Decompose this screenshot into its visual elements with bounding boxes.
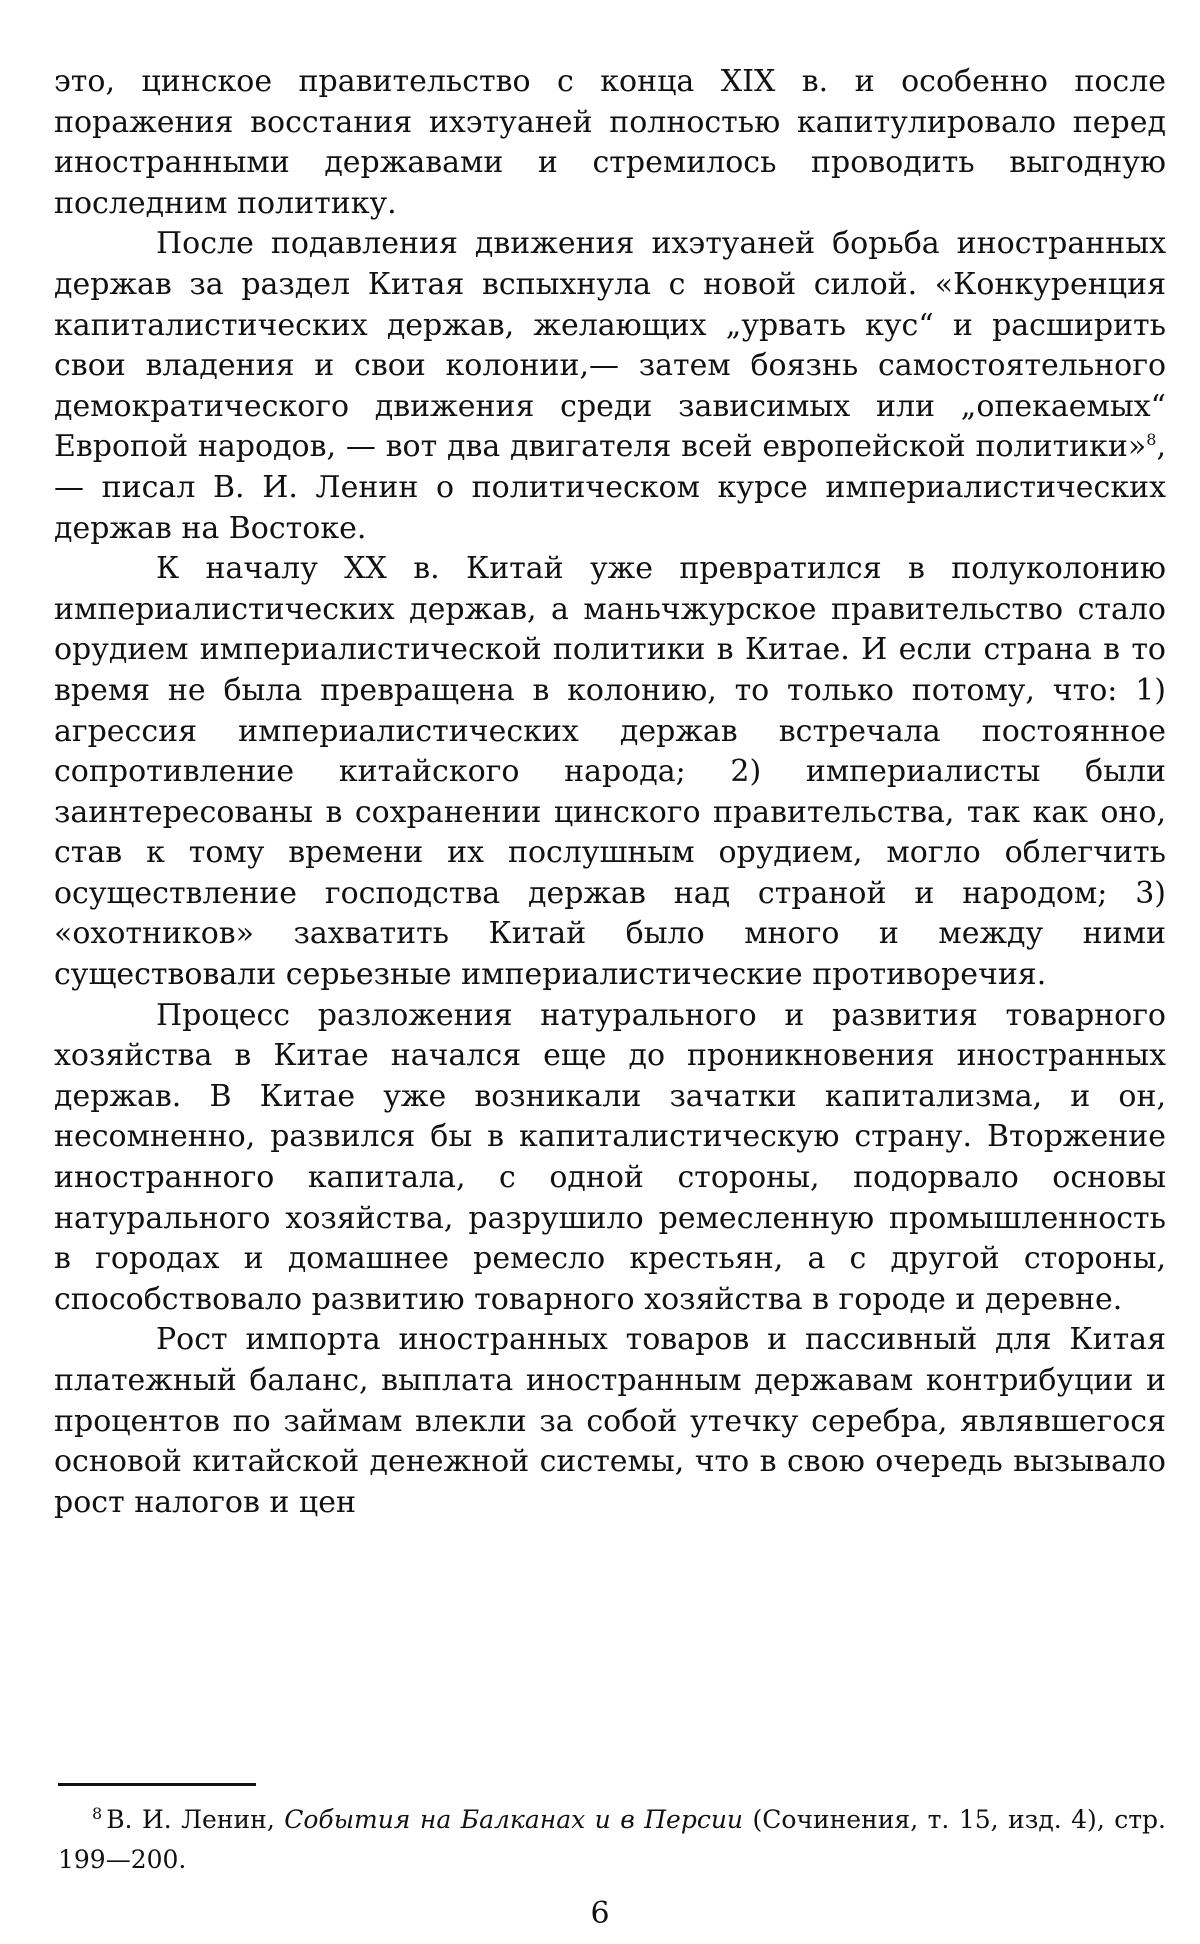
paragraph-2-text-before: После подавления движения ихэтуаней борьба иностранных держав за раздел Китая вспыхнула с новой силой. «Конкуренция капиталистических держав, желающих „урвать кус“ и расширить свои владения и свои колонии,— затем боязнь самостоятельного демократического движения среди зависимых или „опекаемых“ Европой народов, — вот два двигателя всей европейской политики» <box>54 226 1166 465</box>
footnote-author: В. И. Ленин, <box>106 1805 275 1834</box>
paragraph-1-text: это, цинское правительство с конца XIX в. и особенно после поражения восстания ихэтуаней полностью капитулировало перед иностранными державами и стремилось проводить выгодную последним политику. <box>54 64 1166 221</box>
paragraph-4-text: Процесс разложения натурального и развития товарного хозяйства в Китае начался еще до проникновения иностранных держав. В Китае уже возникали зачатки капитализма, и он, несомненно, развился бы в капиталистическую страну. Вторжение иностранного капитала, с одной стороны, подорвало основы натурального хозяйства, разрушило ремесленную промышленность в городах и домашнее ремесло крестьян, а с другой стороны, способствовало развитию товарного хозяйства в городе и деревне. <box>54 997 1166 1317</box>
paragraph-3-text: К началу XX в. Китай уже превратился в полуколонию империалистических держав, а маньчжурское правительство стало орудием империалистической политики в Китае. И если страна в то время не была превращена в колонию, то только потому, что: 1) агрессия империалистических держав встречала постоянное сопротивление китайского народа; 2) империалисты были заинтересованы в сохранении цинского правительства, так как оно, став к тому времени их послушным орудием, могло облегчить осуществление господства держав над страной и народом; 3) «охотников» захватить Китай было много и между ними существовали серьезные империалистические противоречия. <box>54 551 1166 993</box>
footnote-source: (Сочинения, т. 15, изд. 4), стр. 199—200. <box>58 1805 1167 1874</box>
main-text <box>54 62 1166 1523</box>
paragraph-2 <box>54 224 1166 549</box>
page-number: 6 <box>590 1896 610 1931</box>
paragraph-5-text: Рост импорта иностранных товаров и пассивный для Китая платежный баланс, выплата иностранным державам контрибуции и процентов по займам влекли за собой утечку серебра, являвшегося основой китайской денежной системы, что в свою очередь вызывало рост налогов и цен <box>54 1322 1166 1520</box>
footnote-reference: 8 <box>1146 430 1157 450</box>
footnote-mark: 8 <box>92 1803 103 1823</box>
paragraph-3 <box>54 549 1166 996</box>
footnote-divider <box>58 1783 256 1786</box>
footnote-title: События на Балканах и в Персии <box>284 1805 744 1834</box>
paragraph-4 <box>54 996 1166 1321</box>
paragraph-5 <box>54 1320 1166 1523</box>
paragraph-2-text-after: , — писал В. И. Ленин о политическом курсе империалистических держав на Востоке. <box>54 429 1166 546</box>
footnote <box>58 1800 1166 1880</box>
paragraph-1 <box>54 62 1166 224</box>
